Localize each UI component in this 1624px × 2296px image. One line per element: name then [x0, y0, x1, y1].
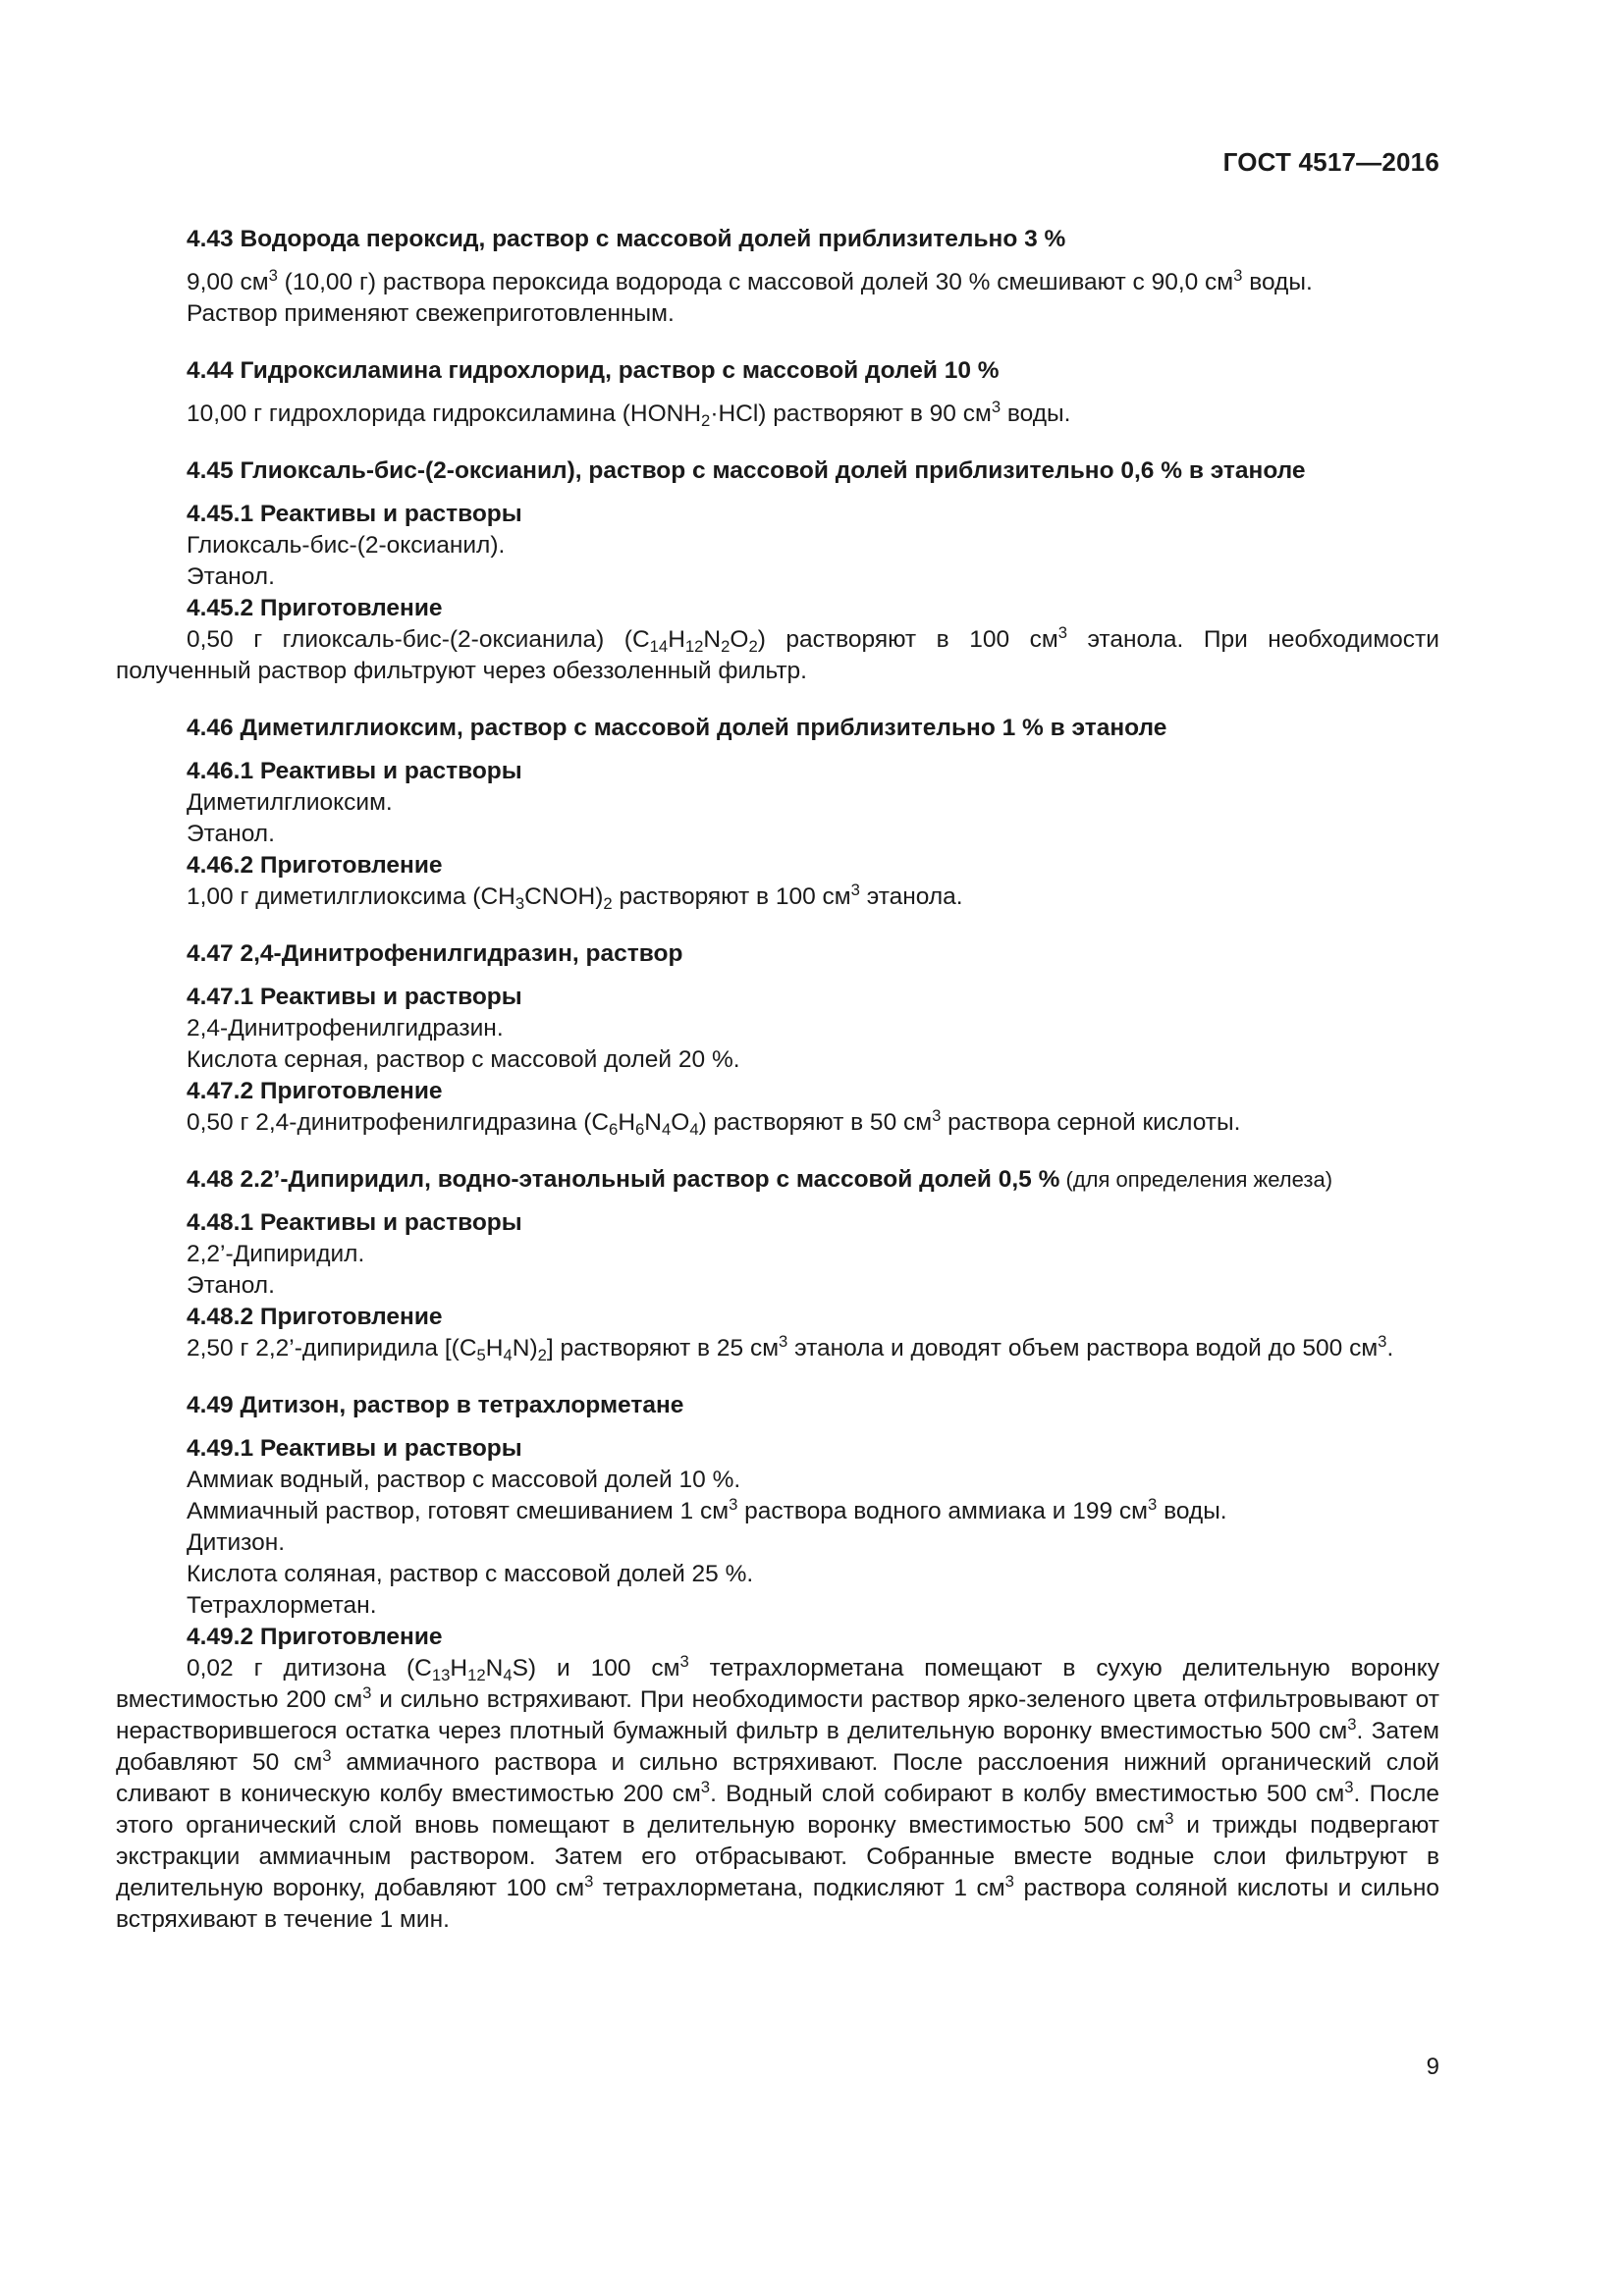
list-item: 2,4-Динитрофенилгидразин. — [187, 1015, 504, 1041]
section-4-48 — [116, 1164, 1439, 1364]
page-number: 9 — [1426, 2054, 1439, 2080]
section-4-49 — [116, 1390, 1439, 1936]
list-item: Аммиак водный, раствор с массовой долей 10 %. — [187, 1467, 741, 1493]
section-heading: 4.44 Гидроксиламина гидрохлорид, раствор с массовой долей 10 % — [187, 357, 1000, 384]
subsection-heading: 4.48.2 Приготовление — [187, 1304, 443, 1330]
paragraph: 10,00 г гидрохлорида гидроксиламина $(HONH_2\cdot HCl)$ растворяют в 90 $см^3$ воды. — [187, 397, 1071, 430]
section-4-47 — [116, 938, 1439, 1139]
paragraph: 0,50 г глиоксаль-бис-(2-оксианила) $(C_{14}H_{12}N_2O_2)$ растворяют в 100 $см^3$ этанола. При необходимости полученный раствор фильтруют через обеззоленный фильтр. — [116, 622, 1439, 684]
subsection-heading: 4.47.1 Реактивы и растворы — [187, 984, 522, 1010]
section-heading: 4.46 Диметилглиоксим, раствор с массовой долей приблизительно 1 % в этаноле — [187, 715, 1167, 741]
list-item: Этанол. — [187, 821, 275, 847]
paragraph: 9,00 $см^3$ (10,00 г) раствора пероксида водорода с массовой долей 30 % смешивают с 90,0 $см^3$ воды. — [187, 265, 1313, 295]
section-4-43 — [116, 224, 1439, 330]
section-4-44 — [116, 355, 1439, 430]
section-heading: 4.47 2,4-Динитрофенилгидразин, раствор — [187, 940, 683, 967]
paragraph: 0,50 г 2,4-динитрофенилгидразина $(C_6H_6N_4O_4)$ растворяют в 50 $см^3$ раствора серной кислоты. — [187, 1105, 1241, 1139]
paragraph: 1,00 г диметилглиоксима $(CH_3CNOH)_2$ растворяют в 100 $см^3$ этанола. — [187, 880, 963, 913]
list-item: Этанол. — [187, 563, 275, 590]
subsection-heading: 4.46.2 Приготовление — [187, 852, 443, 879]
paragraph: 0,02 г дитизона $(C_{13}H_{12}N_4S)$ и 100 $см^3$ тетрахлорметана помещают в сухую делительную воронку вместимостью 200 $см^3$ и сильно встряхивают. При необходимости раствор ярко-зеленого цвета отфильтровывают от нерастворившегося остатка через плотный бумажный фильтр в делительную воронку вместимостью 500 $см^3$. Затем добавляют 50 $см^3$ аммиачного раствора и сильно встряхивают. После расслоения нижний органический слой сливают в коническую колбу вместимостью 200 $см^3$. Водный слой собирают в колбу вместимостью 500 $см^3$. После этого органический слой вновь помещают в делительную воронку вместимостью 500 $см^3$ и трижды подвергают экстракции аммиачным раствором. Затем его отбрасывают. Собранные вместе водные слои фильтруют в делительную воронку, добавляют 100 $см^3$ тетрахлорметана, подкисляют 1 $см^3$ раствора соляной кислоты и сильно встряхивают в течение 1 мин. — [116, 1651, 1439, 1933]
list-item: 2,2’-Дипиридил. — [187, 1241, 365, 1267]
section-4-45 — [116, 455, 1439, 687]
list-item: Кислота серная, раствор с массовой долей 20 %. — [187, 1046, 740, 1073]
document-header: ГОСТ 4517—2016 — [1222, 147, 1439, 177]
list-item: Аммиачный раствор, готовят смешиванием 1 $см^3$ раствора водного аммиака и 199 $см^3$ воды. — [187, 1494, 1227, 1524]
subsection-heading: 4.49.1 Реактивы и растворы — [187, 1435, 522, 1462]
section-heading-note: (для определения железа) — [1059, 1167, 1333, 1192]
section-heading: 4.48 2.2’-Дипиридил, водно-этанольный раствор с массовой долей 0,5 % (для определения железа) — [187, 1166, 1333, 1193]
list-item: Глиоксаль-бис-(2-оксианил). — [187, 532, 506, 559]
section-heading: 4.43 Водорода пероксид, раствор с массовой долей приблизительно 3 % — [187, 226, 1066, 252]
list-item: Кислота соляная, раствор с массовой долей 25 %. — [187, 1561, 754, 1587]
paragraph: Раствор применяют свежеприготовленным. — [187, 300, 675, 327]
subsection-heading: 4.45.2 Приготовление — [187, 595, 443, 621]
subsection-heading: 4.48.1 Реактивы и растворы — [187, 1209, 522, 1236]
subsection-heading: 4.49.2 Приготовление — [187, 1624, 443, 1650]
section-heading: 4.45 Глиоксаль-бис-(2-оксианил), раствор с массовой долей приблизительно 0,6 % в этаноле — [187, 457, 1306, 484]
subsection-heading: 4.46.1 Реактивы и растворы — [187, 758, 522, 784]
document-body — [116, 224, 1439, 1936]
section-4-46 — [116, 713, 1439, 913]
list-item: Этанол. — [187, 1272, 275, 1299]
subsection-heading: 4.45.1 Реактивы и растворы — [187, 501, 522, 527]
section-heading: 4.49 Дитизон, раствор в тетрахлорметане — [187, 1392, 684, 1418]
list-item: Дитизон. — [187, 1529, 286, 1556]
list-item: Тетрахлорметан. — [187, 1592, 377, 1619]
paragraph: 2,50 г 2,2’-дипиридила $[(C_5H_4N)_2]$ растворяют в 25 $см^3$ этанола и доводят объем раствора водой до 500 $см^3$. — [187, 1331, 1394, 1364]
subsection-heading: 4.47.2 Приготовление — [187, 1078, 443, 1104]
list-item: Диметилглиоксим. — [187, 789, 393, 816]
